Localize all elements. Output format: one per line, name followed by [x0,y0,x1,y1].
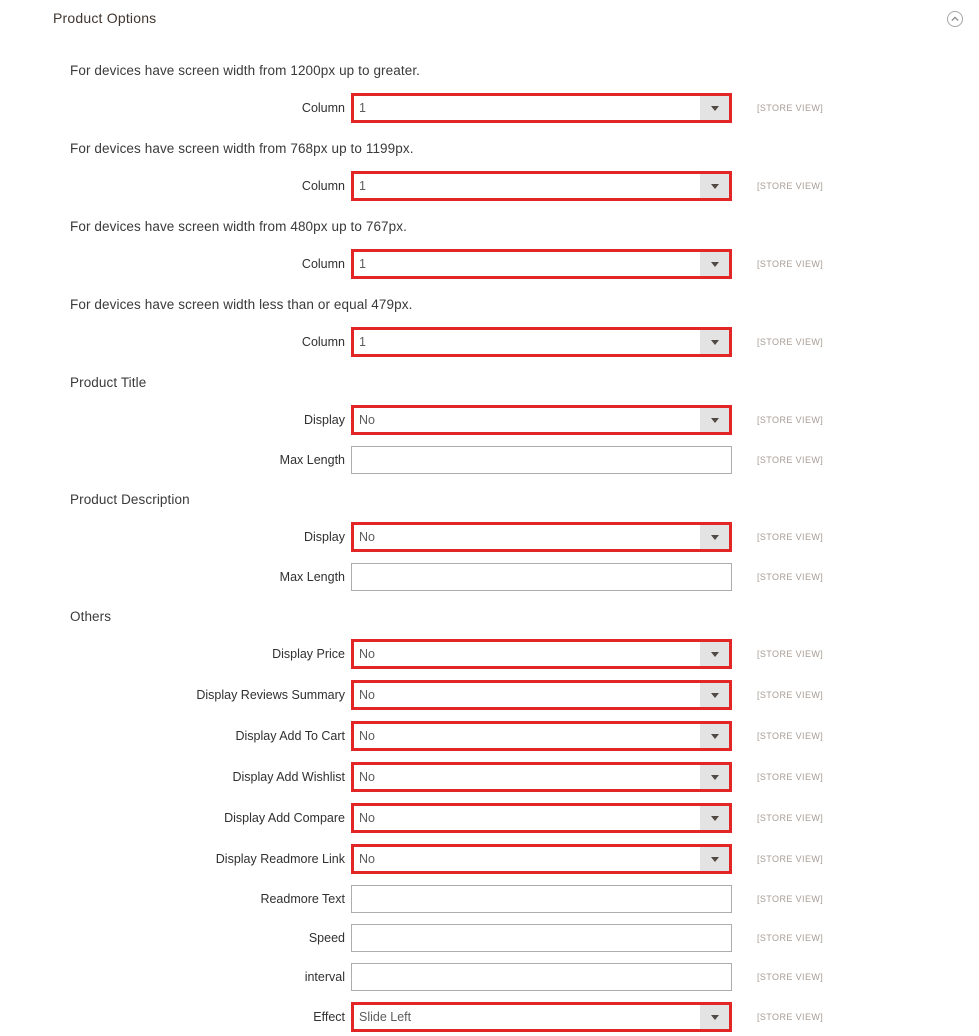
field-label: Display Readmore Link [215,851,345,866]
field-label: Display [304,412,345,427]
store-view-scope-label: [STORE VIEW] [757,455,824,465]
field-row [70,563,979,591]
store-view-scope-label: [STORE VIEW] [757,933,824,943]
store-view-scope-label: [STORE VIEW] [757,415,824,425]
select-value: No [359,647,375,661]
chevron-down-icon [700,847,729,871]
store-view-scope-label: [STORE VIEW] [757,572,824,582]
field-row [70,446,979,474]
field-row [70,963,979,991]
product-description-max-length-input[interactable] [351,563,732,591]
store-view-scope-label: [STORE VIEW] [757,337,824,347]
field-row [70,844,979,874]
field-row [70,885,979,913]
product-options-form [0,62,979,1032]
chevron-down-icon [700,683,729,707]
chevron-down-icon [700,1005,729,1029]
field-label: Max Length [279,569,345,584]
field-row [70,171,979,201]
column-select-479[interactable] [351,327,732,357]
select-value: No [359,729,375,743]
interval-input[interactable] [351,963,732,991]
effect-select[interactable] [351,1002,732,1032]
field-label: Display Add Wishlist [232,769,345,784]
field-row [70,1002,979,1032]
field-label: Column [301,334,345,349]
field-row [70,803,979,833]
select-value: No [359,530,375,544]
field-label: Effect [313,1009,345,1024]
field-row [70,721,979,751]
field-row [70,327,979,357]
chevron-down-icon [700,765,729,789]
column-select-1200[interactable] [351,93,732,123]
select-value: 1 [359,179,366,193]
store-view-scope-label: [STORE VIEW] [757,532,824,542]
field-row [70,639,979,669]
field-row [70,762,979,792]
select-value: 1 [359,101,366,115]
store-view-scope-label: [STORE VIEW] [757,181,824,191]
section-heading-width-1200: For devices have screen width from 1200px up to greater. [70,63,421,78]
chevron-down-icon [700,806,729,830]
store-view-scope-label: [STORE VIEW] [757,103,824,113]
chevron-down-icon [700,525,729,549]
store-view-scope-label: [STORE VIEW] [757,731,824,741]
store-view-scope-label: [STORE VIEW] [757,894,824,904]
panel-title: Product Options [53,10,157,26]
readmore-text-input[interactable] [351,885,732,913]
select-value: Slide Left [359,1010,412,1024]
field-label: Display Add Compare [224,810,345,825]
field-label: Display Price [272,646,345,661]
chevron-down-icon [700,252,729,276]
section-heading-width-768: For devices have screen width from 768px up to 1199px. [70,141,414,156]
column-select-480[interactable] [351,249,732,279]
column-select-768[interactable] [351,171,732,201]
field-label: Column [301,256,345,271]
field-row [70,93,979,123]
select-value: No [359,688,375,702]
chevron-down-icon [700,642,729,666]
field-row [70,924,979,952]
field-row [70,405,979,435]
section-heading-product-title: Product Title [70,375,147,390]
display-price-select[interactable] [351,639,732,669]
store-view-scope-label: [STORE VIEW] [757,259,824,269]
select-value: 1 [359,335,366,349]
select-value: No [359,811,375,825]
select-value: 1 [359,257,366,271]
field-label: Column [301,178,345,193]
product-title-max-length-input[interactable] [351,446,732,474]
display-add-compare-select[interactable] [351,803,732,833]
chevron-up-circle-icon [946,10,964,28]
section-heading-others: Others [70,609,112,624]
panel-header [0,0,979,28]
section-heading-product-description: Product Description [70,492,190,507]
collapse-section-button[interactable] [946,10,964,28]
chevron-down-icon [700,174,729,198]
display-readmore-link-select[interactable] [351,844,732,874]
field-row [70,680,979,710]
select-value: No [359,413,375,427]
chevron-down-icon [700,96,729,120]
store-view-scope-label: [STORE VIEW] [757,813,824,823]
section-heading-width-480: For devices have screen width from 480px up to 767px. [70,219,407,234]
field-label: Display Reviews Summary [196,687,345,702]
chevron-down-icon [700,724,729,748]
field-label: Readmore Text [260,891,345,906]
product-description-display-select[interactable] [351,522,732,552]
store-view-scope-label: [STORE VIEW] [757,772,824,782]
field-label: Column [301,100,345,115]
section-heading-width-479: For devices have screen width less than or equal 479px. [70,297,413,312]
field-label: Speed [308,930,345,945]
field-label: interval [304,969,345,984]
select-value: No [359,770,375,784]
product-title-display-select[interactable] [351,405,732,435]
field-label: Display [304,529,345,544]
display-add-to-cart-select[interactable] [351,721,732,751]
select-value: No [359,852,375,866]
store-view-scope-label: [STORE VIEW] [757,1012,824,1022]
field-label: Display Add To Cart [235,728,345,743]
display-reviews-summary-select[interactable] [351,680,732,710]
speed-input[interactable] [351,924,732,952]
store-view-scope-label: [STORE VIEW] [757,649,824,659]
chevron-down-icon [700,408,729,432]
field-row [70,249,979,279]
display-add-wishlist-select[interactable] [351,762,732,792]
store-view-scope-label: [STORE VIEW] [757,972,824,982]
chevron-down-icon [700,330,729,354]
store-view-scope-label: [STORE VIEW] [757,854,824,864]
store-view-scope-label: [STORE VIEW] [757,690,824,700]
field-row [70,522,979,552]
field-label: Max Length [279,452,345,467]
